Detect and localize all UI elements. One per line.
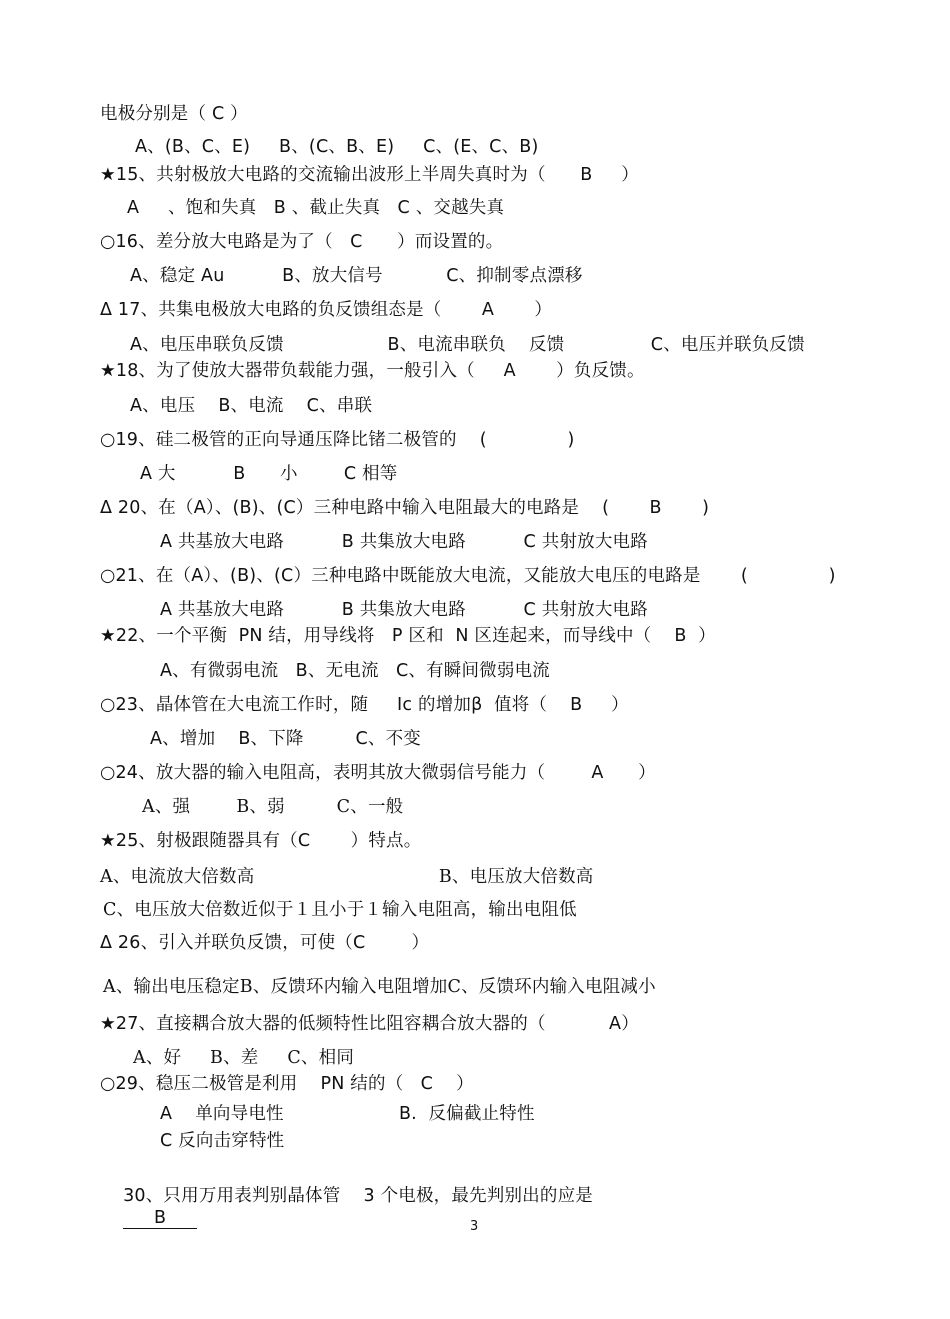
text-line: ○19、硅二极管的正向导通压降比锗二极管的 ( ) [100,430,575,450]
text-line: A 单向导电性 B. 反偏截止特性 [160,1104,535,1124]
page-number: 3 [470,1219,479,1234]
text-line: A 大 B 小 C 相等 [140,464,398,484]
text-line: ★18、为了使放大器带负载能力强，一般引入（ A ）负反馈。 [100,361,645,381]
text-line: A、好 B、差 C、相同 [133,1048,355,1068]
text-line: ★25、射极跟随器具有（C ）特点。 [100,831,422,851]
question-30-text: 30、只用万用表判别晶体管 3 个电极，最先判别出的应是 [123,1186,593,1206]
text-line: ★15、共射极放大电路的交流输出波形上半周失真时为（ B ） [100,165,639,185]
text-line: ○21、在（A）、(B)、(C）三种电路中既能放大电流，又能放大电压的电路是 ( ) [100,566,836,586]
text-line: Δ 20、在（A）、(B)、(C）三种电路中输入电阻最大的电路是 ( B ) [100,498,710,518]
text-line: Δ 17、共集电极放大电路的负反馈组态是（ A ） [100,300,553,320]
text-line: C 反向击穿特性 [160,1131,285,1151]
text-line: ○29、稳压二极管是利用 PN 结的（ C ） [100,1074,474,1094]
text-line: 电极分别是（ C ） [100,104,248,124]
text-line: A、(B、C、E) B、(C、B、E) C、(E、C、B) [135,137,539,157]
text-line: ○16、差分放大电路是为了（ C ）而设置的。 [100,232,504,252]
text-line: ★22、一个平衡 PN 结，用导线将 P 区和 N 区连起来，而导线中（ B ） [100,626,716,646]
text-line: A 共基放大电路 B 共集放大电路 C 共射放大电路 [160,600,648,620]
text-line: A、增加 B、下降 C、不变 [150,729,422,749]
text-line: Δ 26、引入并联负反馈，可使（C ） [100,933,430,953]
text-line: A、稳定 Au B、放大信号 C、抑制零点漂移 [130,266,583,286]
text-line: A 、饱和失真 B 、截止失真 C 、交越失真 [127,198,505,218]
text-line: A、强 B、弱 C、一般 [142,797,404,817]
text-line: A、电压串联负反馈 B、电流串联负 反馈 C、电压并联负反馈 [130,335,805,355]
text-line: C、电压放大倍数近似于１且小于１输入电阻高，输出电阻低 [103,900,577,920]
text-line: ○23、晶体管在大电流工作时，随 Ic 的增加β 值将（ B ） [100,695,629,715]
question-30-line [100,1163,593,1251]
text-line: ○24、放大器的输入电阻高，表明其放大微弱信号能力（ A ） [100,763,656,783]
answer-blank: B [123,1208,197,1229]
text-line: A、电压 B、电流 C、串联 [130,396,373,416]
text-line: ★27、直接耦合放大器的低频特性比阻容耦合放大器的（ A） [100,1014,639,1034]
text-line: A、电流放大倍数高 B、电压放大倍数高 [100,867,594,887]
text-line: A、有微弱电流 B、无电流 C、有瞬间微弱电流 [160,661,550,681]
text-line: A 共基放大电路 B 共集放大电路 C 共射放大电路 [160,532,648,552]
text-line: A、输出电压稳定B、反馈环内输入电阻增加C、反馈环内输入电阻减小 [103,977,656,997]
